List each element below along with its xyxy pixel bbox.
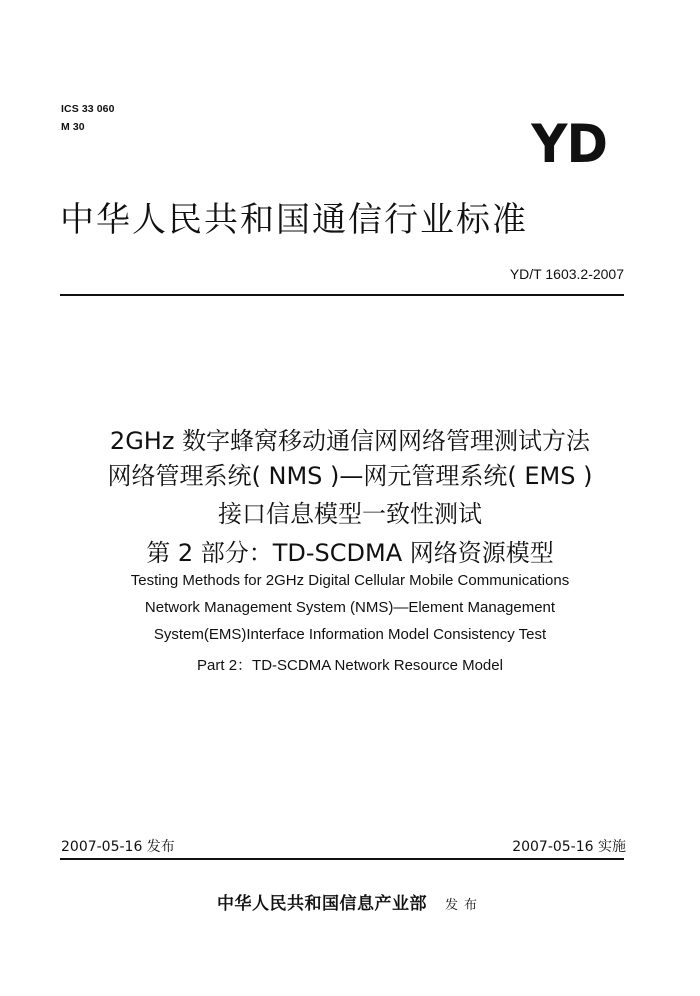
publisher-name: 中华人民共和国信息产业部 bbox=[216, 894, 427, 914]
publisher-action: 发布 bbox=[444, 898, 483, 913]
chinese-title-line-1: 2GHz 数字蜂窝移动通信网网络管理测试方法 bbox=[109, 427, 591, 455]
ics-code: ICS 33 060 bbox=[61, 103, 115, 115]
english-title-line-3: System(EMS)Interface Information Model Consistency Test bbox=[153, 626, 547, 643]
english-title-line-4: Part 2：TD-SCDMA Network Resource Model bbox=[197, 657, 503, 674]
publisher bbox=[0, 889, 700, 914]
bottom-divider bbox=[60, 858, 624, 860]
standard-number: YD/T 1603.2-2007 bbox=[509, 266, 624, 282]
chinese-title-line-3: 接口信息模型一致性测试 bbox=[218, 500, 482, 528]
implementation-date: 2007-05-16 实施 bbox=[512, 839, 626, 855]
issue-date: 2007-05-16 发布 bbox=[61, 839, 175, 855]
english-title-line-2: Network Management System (NMS)—Element Management bbox=[144, 599, 556, 616]
yd-logo: YD bbox=[531, 113, 607, 175]
standard-title: 中华人民共和国通信行业标准 bbox=[60, 200, 528, 240]
classification-code: M 30 bbox=[61, 121, 85, 133]
chinese-title-line-2: 网络管理系统( NMS )—网元管理系统( EMS ) bbox=[107, 462, 593, 490]
chinese-title-line-4: 第 2 部分：TD-SCDMA 网络资源模型 bbox=[146, 539, 554, 567]
top-divider bbox=[60, 294, 624, 296]
english-title-line-1: Testing Methods for 2GHz Digital Cellular Mobile Communications bbox=[130, 572, 570, 589]
